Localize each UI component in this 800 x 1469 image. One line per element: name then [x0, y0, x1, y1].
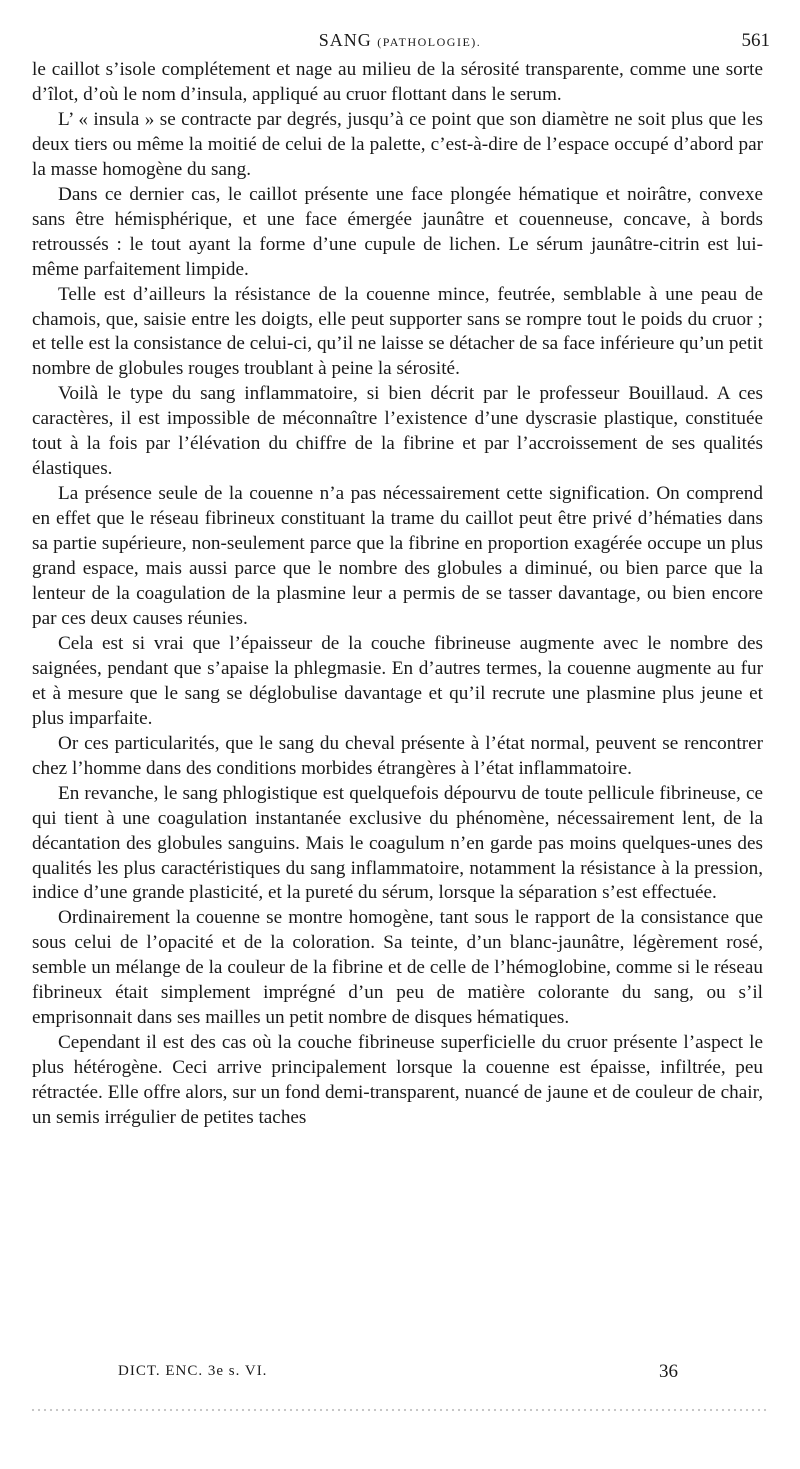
running-head — [30, 30, 770, 56]
paragraph: L’ « insula » se contracte par degrés, jusqu’à ce point que son diamètre ne soit plus que les deux tiers ou même la moitié de celui de la palette, c’est-à-dire de l’espace occupé d’abord par la masse homogène du sang. — [32, 108, 763, 180]
paragraph: Cela est si vrai que l’épaisseur de la couche fibrineuse augmente avec le nombre des saignées, pendant que s’apaise la phlegmasie. En d’autres termes, la couenne augmente au fur et à mesure que le sang se déglobulise davantage et qu’il recrute une plasmine plus jeune et plus imparfaite. — [32, 632, 763, 729]
paragraph: Cependant il est des cas où la couche fibrineuse superficielle du cruor présente l’aspect le plus hétérogène. Ceci arrive principalement lorsque la couenne est épaisse, infiltrée, peu rétractée. Elle offre alors, sur un fond demi-transparent, nuancé de jaune et de couleur de chair, un semis irrégulier de petites taches — [32, 1032, 763, 1129]
paragraph: Ordinairement la couenne se montre homogène, tant sous le rapport de la consistance que sous celui de l’opacité et de la coloration. Sa teinte, d’un blanc-jaunâtre, légèrement rosé, semble un mélange de la couleur de la fibrine et de celle de l’hémoglobine, comme si le réseau fibrineux était simplement imprégné d’un peu de matière colorante du sang, ou s’il emprisonnait dans ses mailles un petit nombre de disques hématiques. — [32, 907, 763, 1029]
printer-signature: DICT. ENC. 3e s. VI. — [118, 1363, 268, 1379]
running-title — [30, 30, 770, 51]
body-text — [32, 58, 763, 1131]
page-footer — [118, 1361, 678, 1387]
paragraph: le caillot s’isole complétement et nage au milieu de la sérosité transparente, comme une sorte d’îlot, d’où le nom d’insula, appliqué au cruor flottant dans le serum. — [32, 59, 763, 105]
paragraph: La présence seule de la couenne n’a pas nécessairement cette signification. On comprend en effet que le réseau fibrineux constituant la trame du caillot peut être privé d’hématies dans sa partie supérieure, non-seulement parce que la fibrine en proportion exagérée occupe un plus grand espace, mais aussi parce que le nombre des globules a diminué, ou bien parce que la lenteur de la coagulation de la plasmine leur a permis de se tasser davantage, ou bien encore par ces deux causes réunies. — [32, 483, 763, 629]
paragraph: Dans ce dernier cas, le caillot présente une face plongée hématique et noirâtre, convexe sans être hémisphérique, et une face émergée jaunâtre et couenneuse, concave, à bords retroussés : le tout ayant la forme d’une cupule de lichen. Le sérum jaunâtre-citrin est lui-même parfaitement limpide. — [32, 183, 763, 280]
bleed-through-dots — [30, 1408, 770, 1412]
page-number: 561 — [741, 30, 770, 51]
sheet-number: 36 — [659, 1361, 678, 1382]
paragraph: Telle est d’ailleurs la résistance de la couenne mince, feutrée, semblable à une peau de chamois, que, saisie entre les doigts, elle peut supporter sans se rompre tout le poids du cruor ; et telle est la consistance de celui-ci, qu’il ne laisse se détacher de sa face inférieure qu’un petit nombre de globules rouges troublant à peine la sérosité. — [32, 283, 763, 380]
running-title-sub: (PATHOLOGIE). — [377, 35, 482, 49]
running-title-main: SANG — [318, 30, 372, 50]
paragraph: En revanche, le sang phlogistique est quelquefois dépourvu de toute pellicule fibrineuse, ce qui tient à une coagulation instantanée exclusive du phénomène, nécessairement lent, de la décantation des globules sanguins. Mais le coagulum n’en garde pas moins quelques-unes des qualités les plus caractéristiques du sang inflammatoire, notamment la résistance à la pression, indice d’une grande plasticité, et la pureté du sérum, lorsque la séparation s’est effectuée. — [32, 782, 763, 904]
paragraph: Voilà le type du sang inflammatoire, si bien décrit par le professeur Bouillaud. A ces caractères, il est impossible de méconnaître l’existence d’une dyscrasie plastique, constituée tout à la fois par l’élévation du chiffre de la fibrine et par l’accroissement de ses qualités élastiques. — [32, 383, 763, 480]
paragraph: Or ces particularités, que le sang du cheval présente à l’état normal, peuvent se rencontrer chez l’homme dans des conditions morbides étrangères à l’état inflammatoire. — [32, 732, 763, 779]
